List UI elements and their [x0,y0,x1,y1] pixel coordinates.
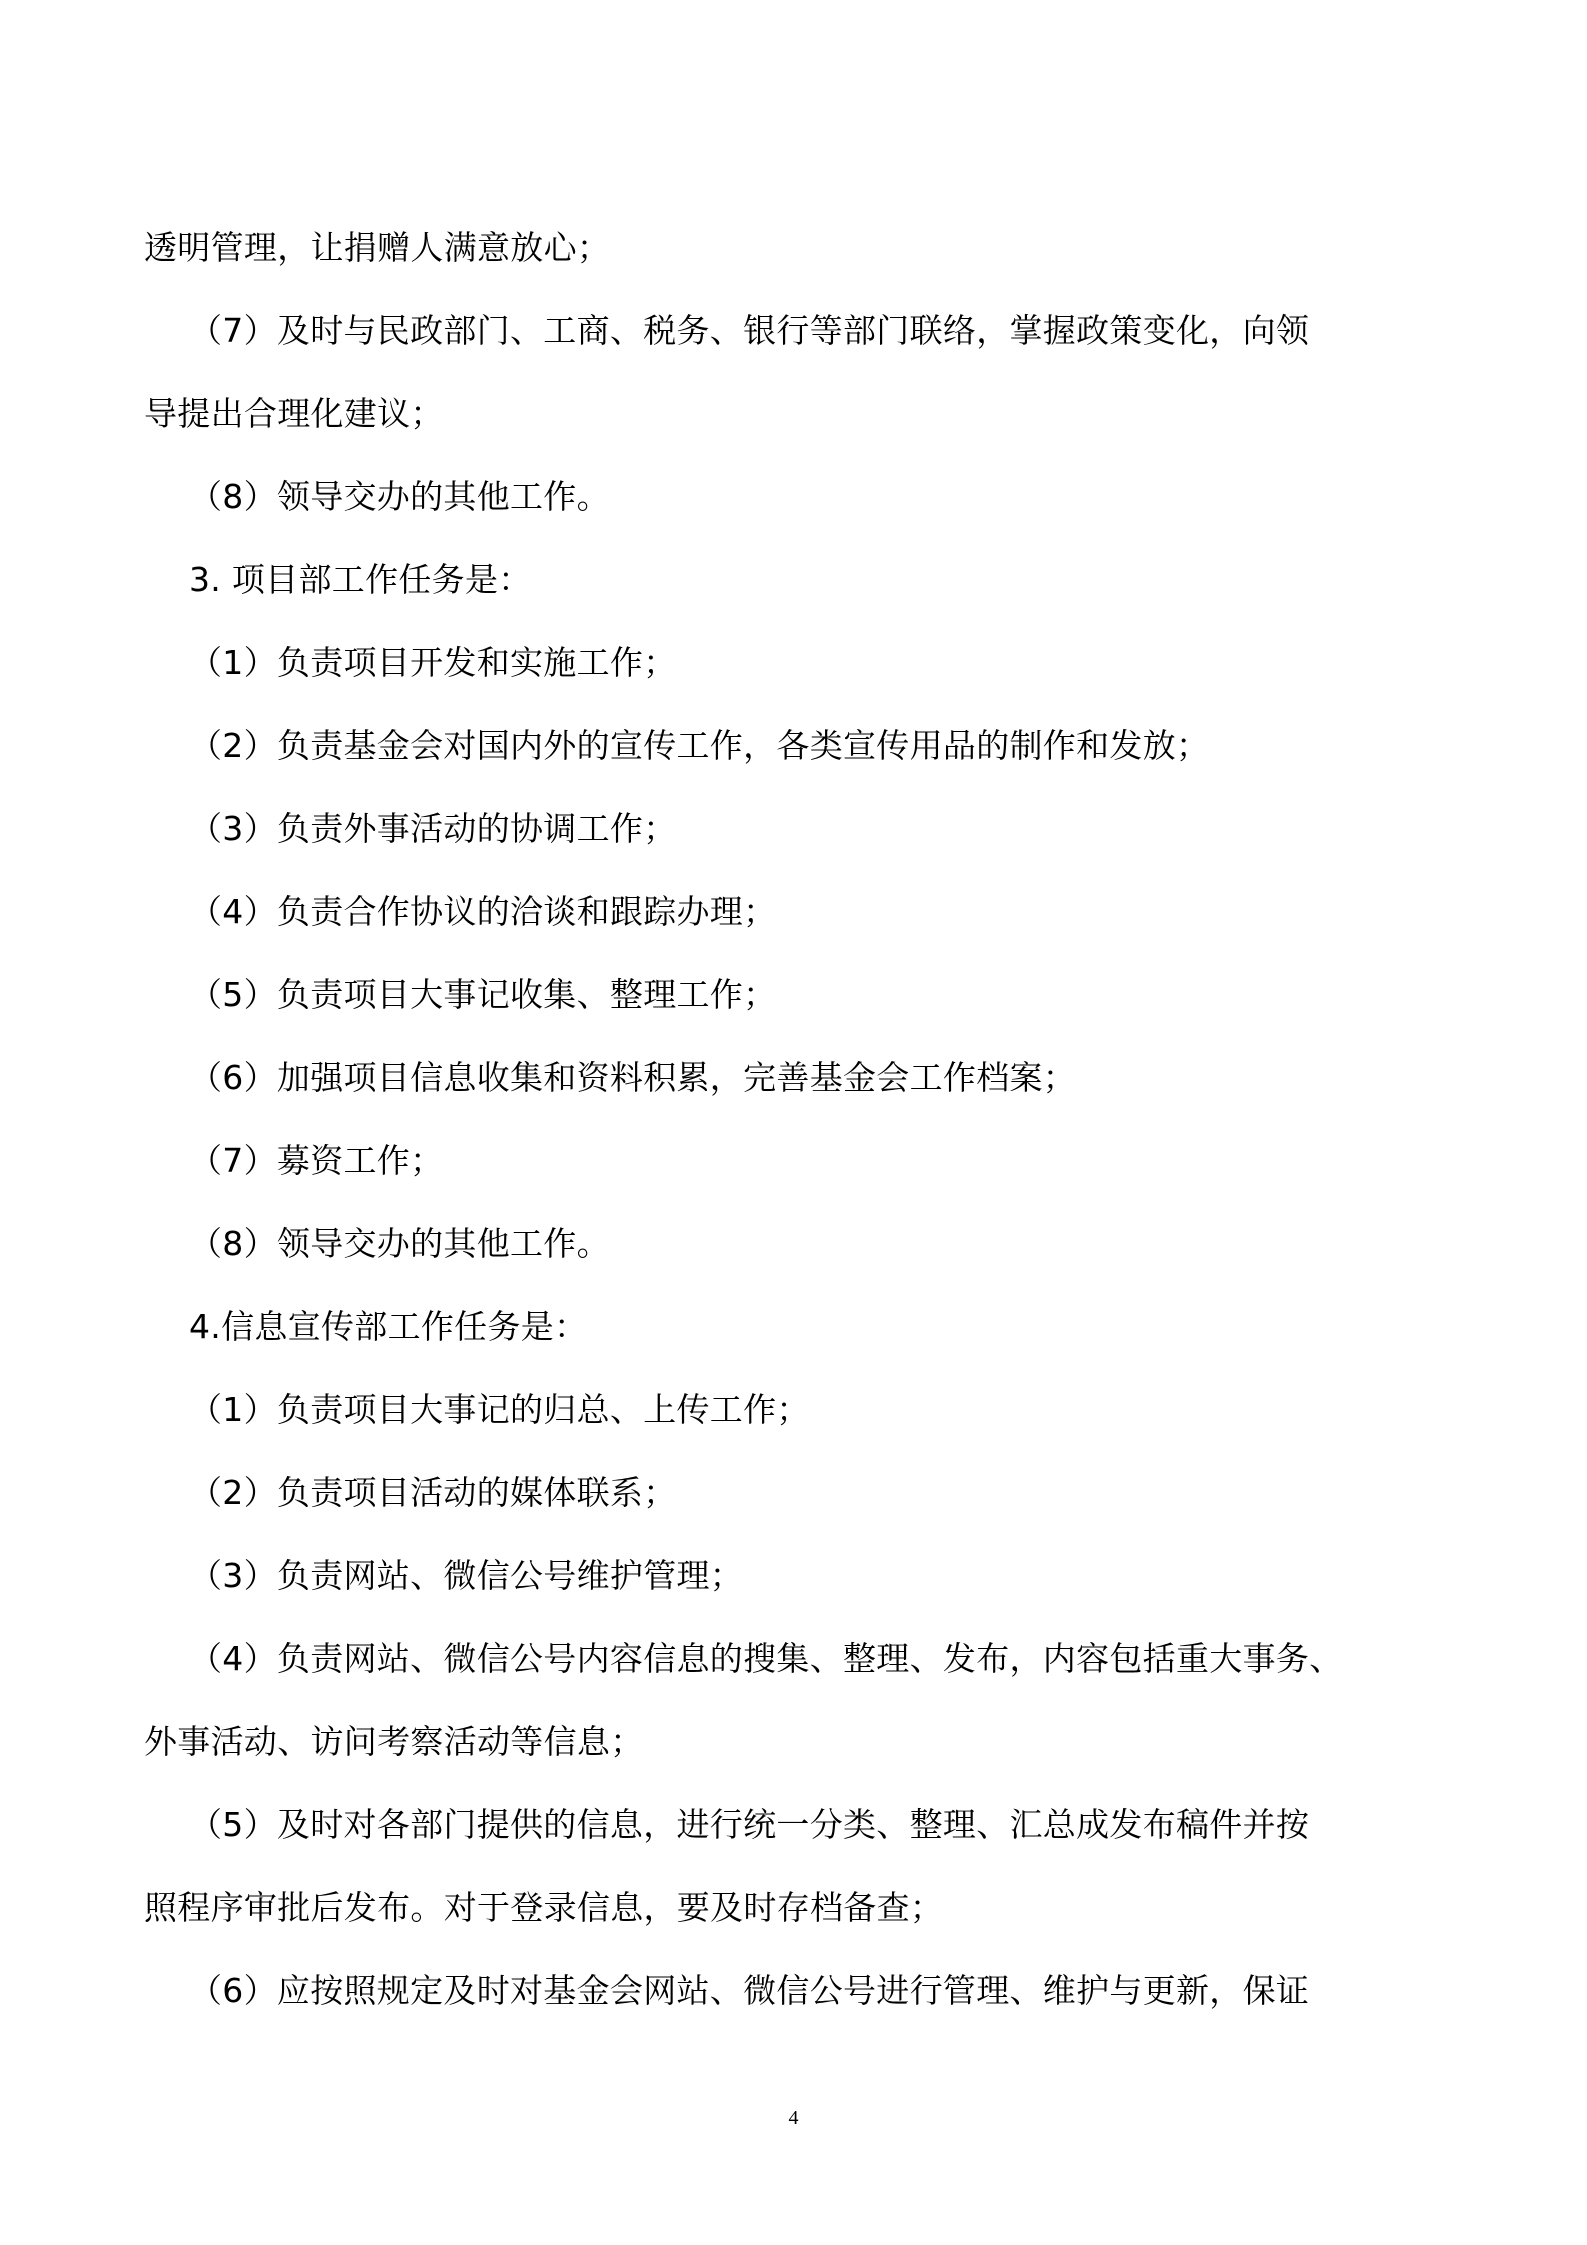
list-item: （8）领导交办的其他工作。 [189,477,610,516]
list-item: （4）负责合作协议的洽谈和跟踪办理； [189,892,777,931]
list-item: （1）负责项目开发和实施工作； [189,643,677,682]
list-item: （3）负责外事活动的协调工作； [189,809,677,848]
list-item: （1）负责项目大事记的归总、上传工作； [189,1390,810,1429]
list-item: （8）领导交办的其他工作。 [189,1224,610,1263]
text-line: 照程序审批后发布。对于登录信息，要及时存档备查； [144,1888,944,1927]
list-item: （6）应按照规定及时对基金会网站、微信公号进行管理、维护与更新，保证 [189,1971,1310,2010]
text-line: 外事活动、访问考察活动等信息； [144,1722,644,1761]
body-text [144,206,1452,2032]
list-item: （7）及时与民政部门、工商、税务、银行等部门联络，掌握政策变化，向领 [189,311,1310,350]
list-item: （6）加强项目信息收集和资料积累，完善基金会工作档案； [189,1058,1077,1097]
text-line: 透明管理，让捐赠人满意放心； [144,228,611,267]
text-line: 导提出合理化建议； [144,394,444,433]
list-item: （4）负责网站、微信公号内容信息的搜集、整理、发布，内容包括重大事务、 [189,1639,1343,1678]
list-item: （2）负责项目活动的媒体联系； [189,1473,677,1512]
list-item: （5）及时对各部门提供的信息，进行统一分类、整理、汇总成发布稿件并按 [189,1805,1310,1844]
list-item: （3）负责网站、微信公号维护管理； [189,1556,744,1595]
page-number: 4 [788,2107,799,2129]
section-heading: 4.信息宣传部工作任务是： [189,1307,588,1346]
section-heading: 3. 项目部工作任务是： [189,560,532,599]
list-item: （2）负责基金会对国内外的宣传工作，各类宣传用品的制作和发放； [189,726,1210,765]
list-item: （7）募资工作； [189,1141,444,1180]
list-item: （5）负责项目大事记收集、整理工作； [189,975,777,1014]
